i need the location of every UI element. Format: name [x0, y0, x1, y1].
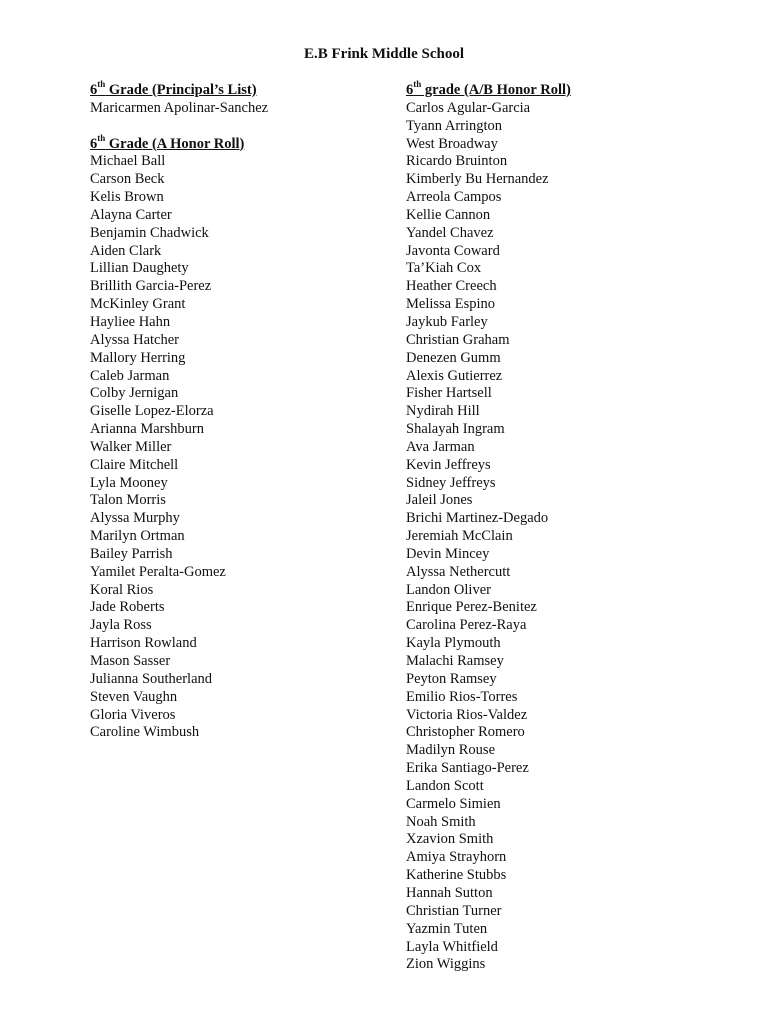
student-name: Michael Ball [90, 153, 166, 170]
heading-text: Grade (Principal’s List) [105, 82, 257, 98]
student-name: Koral Rios [90, 581, 154, 598]
student-name: Harrison Rowland [90, 635, 197, 652]
student-name: Emilio Rios-Torres [406, 688, 518, 705]
student-name: Carson Beck [90, 171, 165, 188]
student-name: Christopher Romero [406, 724, 525, 741]
student-name: Mason Sasser [90, 653, 171, 669]
student-name: Benjamin Chadwick [90, 224, 209, 241]
student-name: Yamilet Peralta-Gomez [90, 563, 226, 580]
student-name: Arianna Marshburn [90, 421, 204, 438]
student-name: Lillian Daughety [90, 260, 189, 277]
student-name: Kellie Cannon [406, 206, 491, 223]
student-name: Claire Mitchell [90, 456, 179, 473]
grade-suffix: th [97, 79, 106, 90]
student-name: Marilyn Ortman [90, 528, 185, 545]
student-name: Jade Roberts [90, 599, 165, 616]
student-name: Caroline Wimbush [90, 724, 200, 741]
student-name: Alyssa Hatcher [90, 331, 179, 348]
grade-number: 6 [406, 82, 414, 98]
student-name: Erika Santiago-Perez [406, 760, 529, 777]
student-name: Zion Wiggins [406, 956, 486, 973]
student-name: Denezen Gumm [406, 349, 501, 366]
student-name: Shalayah Ingram [406, 421, 505, 438]
student-name: Peyton Ramsey [406, 670, 497, 687]
student-name: Tyann Arrington [406, 117, 503, 134]
section-heading-a-honor-roll [90, 132, 390, 154]
student-name: Jaleil Jones [406, 492, 473, 509]
student-name: Ricardo Bruinton [406, 153, 508, 170]
principals-list-names [90, 100, 390, 118]
student-name: Caleb Jarman [90, 367, 170, 384]
student-name: Alexis Gutierrez [406, 367, 503, 384]
student-name: Christian Graham [406, 331, 510, 348]
student-name: Ta’Kiah Cox [406, 260, 482, 277]
student-name: Noah Smith [406, 813, 476, 830]
section-heading-ab-honor-roll [406, 79, 726, 100]
grade-suffix: th [413, 79, 422, 90]
student-name: West Broadway [406, 135, 498, 152]
student-name: McKinley Grant [90, 296, 186, 313]
grade-number: 6 [90, 135, 98, 152]
student-name: Arreola Campos [406, 189, 502, 206]
student-name: Heather Creech [406, 278, 497, 295]
student-name: Alayna Carter [90, 206, 172, 223]
student-name: Aiden Clark [90, 242, 162, 259]
student-name: Carolina Perez-Raya [406, 617, 527, 634]
student-name: Landon Oliver [406, 581, 491, 598]
student-name: Amiya Strayhorn [406, 849, 507, 866]
student-name: Carmelo Simien [406, 795, 501, 812]
student-name: Hannah Sutton [406, 884, 493, 901]
heading-text: Grade (A Honor Roll) [105, 135, 245, 152]
student-name: Yandel Chavez [406, 224, 494, 241]
grade-suffix: th [97, 132, 106, 143]
student-name: Gloria Viveros [90, 706, 176, 723]
student-name: Giselle Lopez-Elorza [90, 403, 214, 420]
student-name: Alyssa Nethercutt [406, 563, 511, 580]
student-name: Nydirah Hill [406, 403, 480, 420]
student-name: Jaykub Farley [406, 313, 488, 330]
student-name: Colby Jernigan [90, 385, 179, 402]
student-name: Mallory Herring [90, 349, 186, 366]
student-name: Talon Morris [90, 492, 166, 509]
student-name: Lyla Mooney [90, 474, 168, 491]
heading-text: grade (A/B Honor Roll) [421, 82, 571, 98]
student-name: Yazmin Tuten [406, 920, 488, 937]
a-honor-roll-names [90, 153, 390, 742]
student-name: Kayla Plymouth [406, 635, 501, 652]
student-name: Alyssa Murphy [90, 510, 180, 527]
student-name: Katherine Stubbs [406, 867, 507, 884]
student-name: Maricarmen Apolinar-Sanchez [90, 99, 269, 116]
student-name: Hayliee Hahn [90, 313, 171, 330]
document-title: E.B Frink Middle School [303, 46, 465, 62]
student-name: Walker Miller [90, 438, 172, 455]
student-name: Christian Turner [406, 902, 502, 919]
student-name: Landon Scott [406, 777, 484, 794]
student-name: Fisher Hartsell [406, 385, 492, 402]
student-name: Enrique Perez-Benitez [406, 599, 537, 616]
student-name: Malachi Ramsey [406, 653, 504, 669]
student-name: Victoria Rios-Valdez [406, 706, 528, 723]
student-name: Kimberly Bu Hernandez [406, 171, 549, 188]
student-name: Brillith Garcia-Perez [90, 278, 212, 295]
student-name: Jayla Ross [90, 617, 152, 634]
student-name: Jeremiah McClain [406, 528, 513, 545]
student-name: Julianna Southerland [90, 670, 213, 687]
section-heading-principals-list [90, 79, 390, 100]
student-name: Bailey Parrish [90, 545, 173, 562]
student-name: Carlos Agular-Garcia [406, 99, 531, 116]
student-name: Kelis Brown [90, 189, 164, 206]
student-name: Javonta Coward [406, 242, 500, 259]
student-name: Devin Mincey [406, 545, 490, 562]
right-column [406, 79, 726, 974]
grade-number: 6 [90, 82, 98, 98]
section-spacer [90, 118, 390, 136]
left-column [90, 79, 390, 742]
student-name: Ava Jarman [406, 438, 475, 455]
student-name: Brichi Martinez-Degado [406, 510, 549, 527]
student-name: Madilyn Rouse [406, 742, 496, 759]
student-name: Melissa Espino [406, 296, 496, 313]
student-name: Xzavion Smith [406, 831, 494, 848]
ab-honor-roll-names [406, 100, 726, 974]
student-name: Layla Whitfield [406, 938, 498, 955]
student-name: Steven Vaughn [90, 688, 178, 705]
student-name: Kevin Jeffreys [406, 456, 491, 473]
student-name: Sidney Jeffreys [406, 474, 496, 491]
